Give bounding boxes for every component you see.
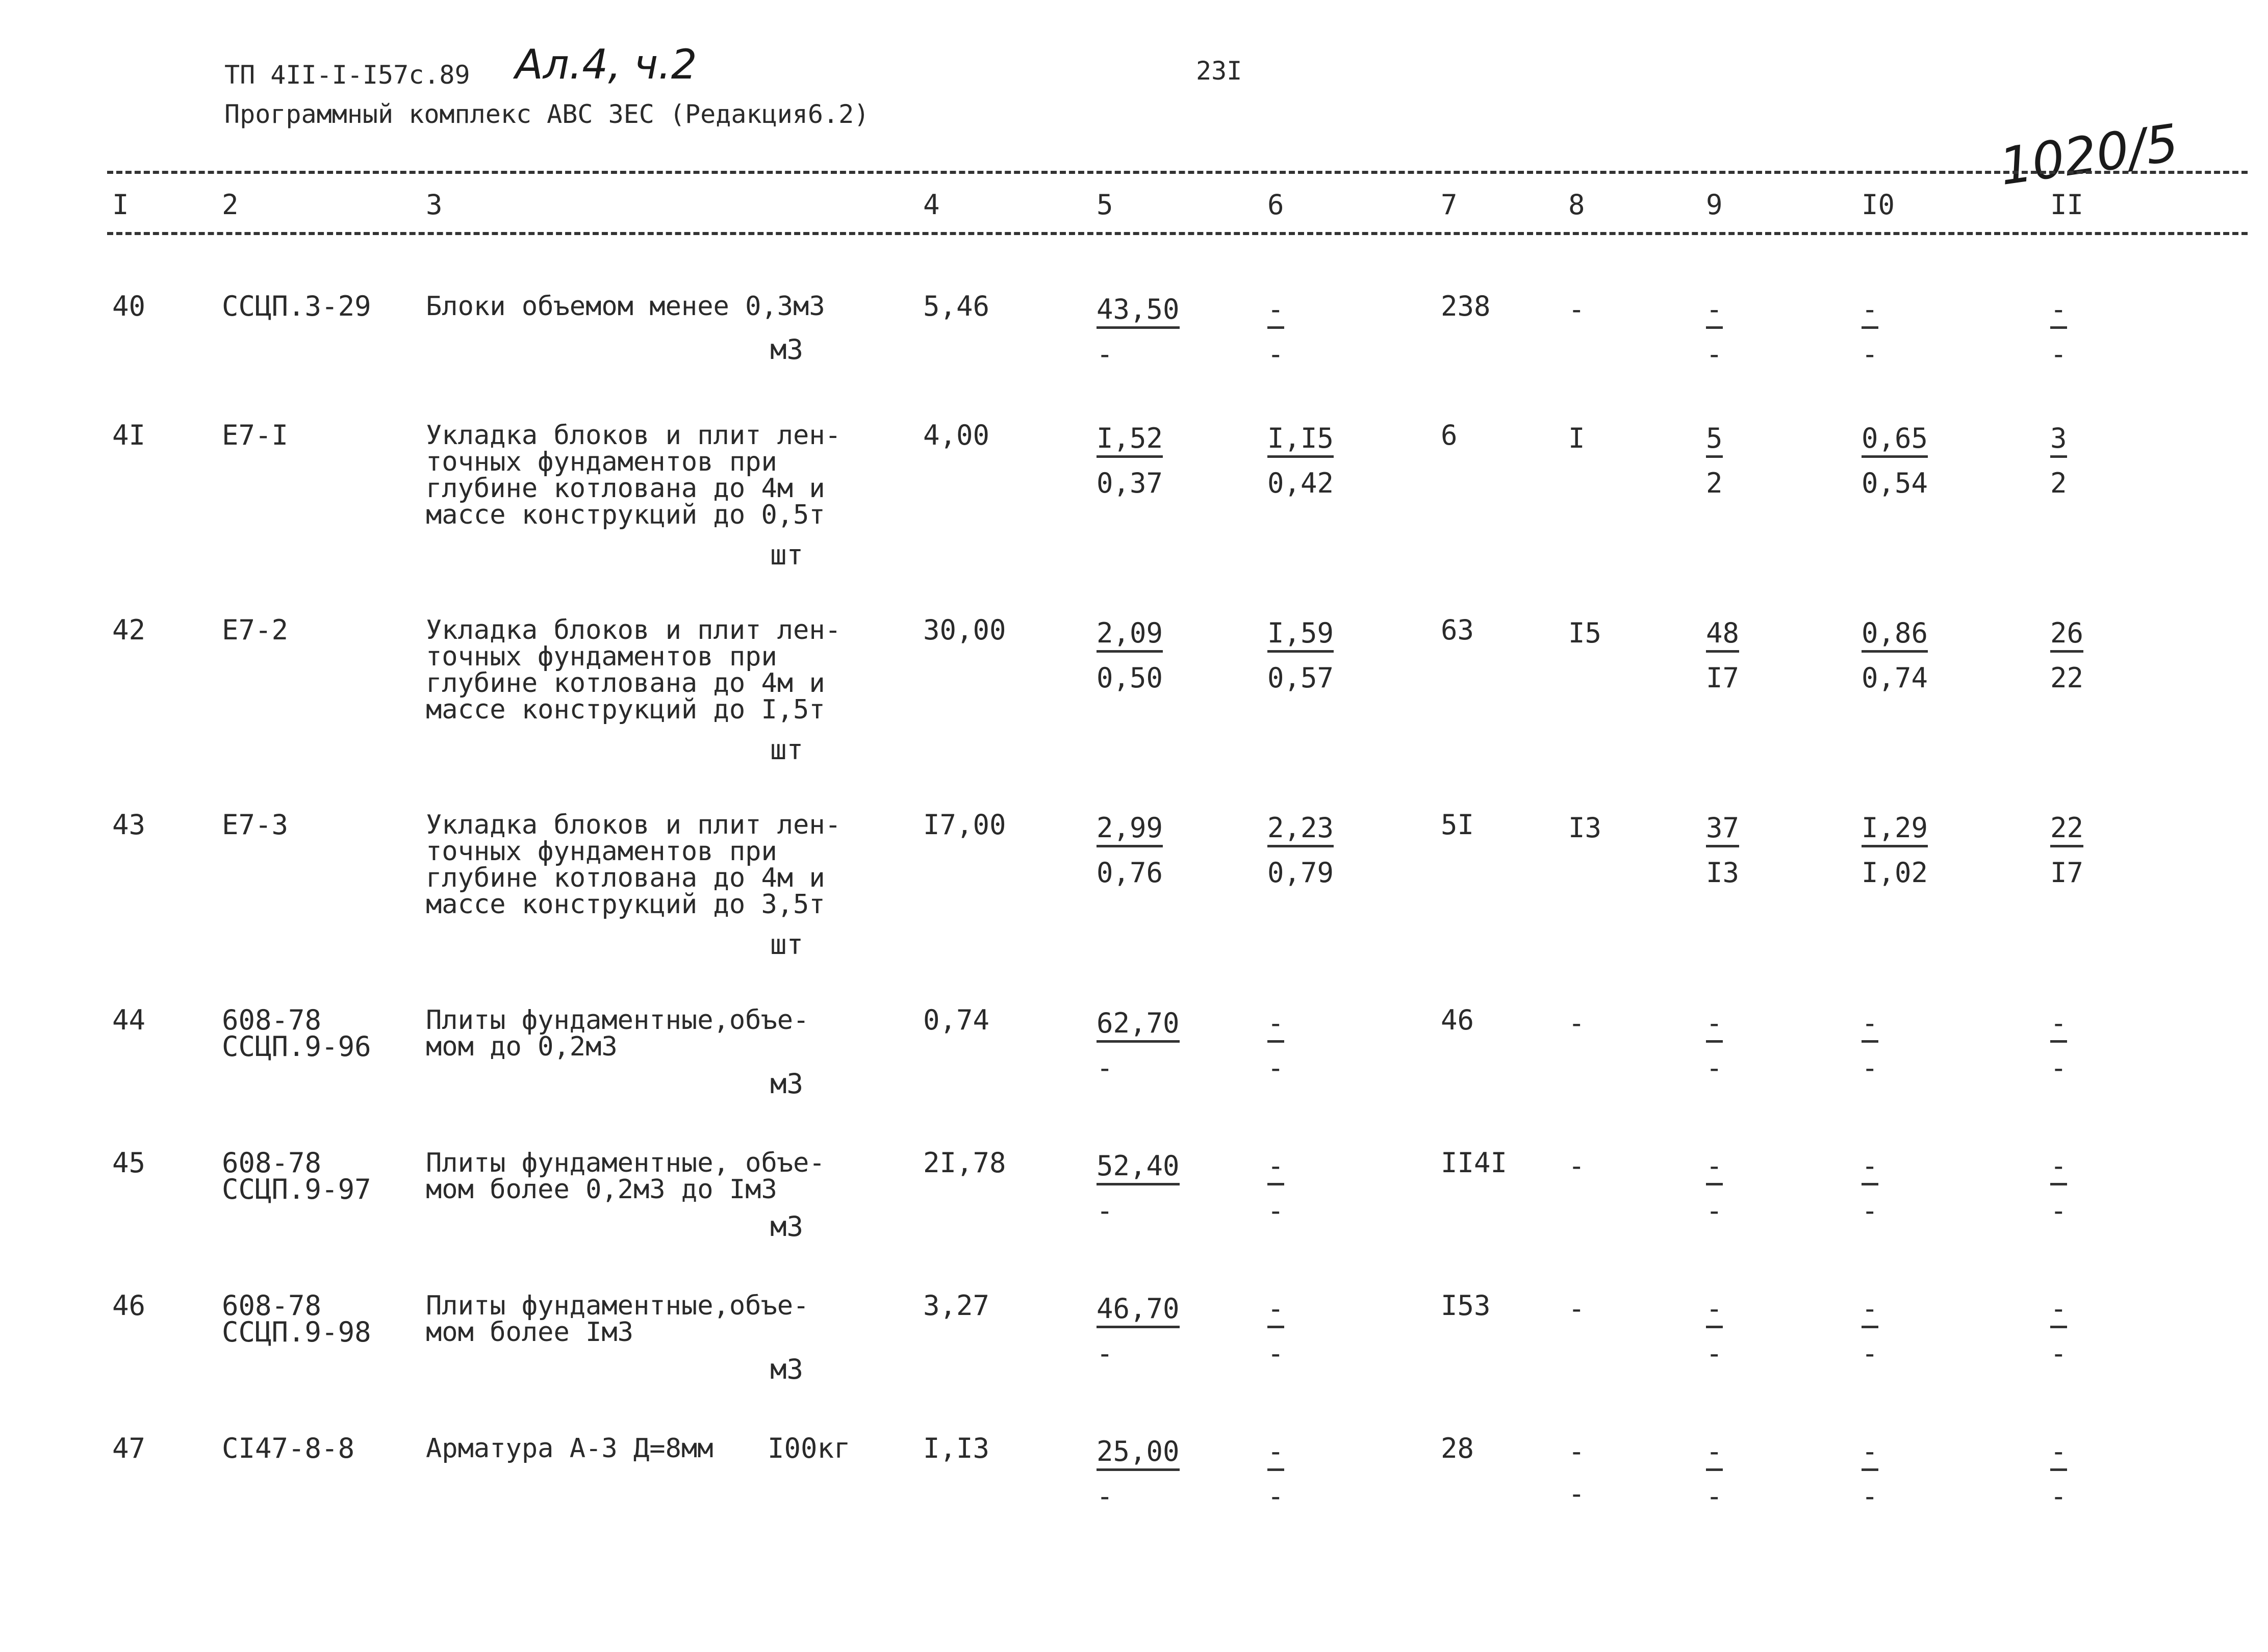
- row-number: 45: [112, 1147, 146, 1179]
- col8-fraction: [1568, 293, 1585, 335]
- col5-fraction-denominator: 0,76: [1097, 857, 1163, 889]
- column-header-4: 4: [923, 189, 940, 221]
- row-number: 43: [112, 809, 146, 841]
- col5-fraction-numerator: I,52: [1097, 422, 1163, 458]
- estimate-code: СI47-8-8: [222, 1432, 355, 1464]
- column-header-8: 8: [1568, 189, 1585, 221]
- col8-fraction-numerator: -: [1568, 1007, 1585, 1039]
- col11-fraction-denominator: 2: [2050, 467, 2067, 499]
- col9-fraction-denominator: -: [1706, 1195, 1723, 1227]
- unit-of-measure: м3: [770, 333, 804, 366]
- col8-fraction: [1568, 1150, 1585, 1192]
- unit-of-measure: м3: [770, 1353, 804, 1385]
- col5-fraction-numerator: 52,40: [1097, 1150, 1180, 1185]
- column-header-11: II: [2050, 189, 2084, 221]
- col6-fraction: [1267, 1293, 1284, 1370]
- col11-fraction-numerator: -: [2050, 1007, 2067, 1043]
- row-number: 40: [112, 290, 146, 322]
- col5-fraction-denominator: -: [1097, 1337, 1113, 1370]
- col5-fraction: [1097, 1007, 1180, 1084]
- col10-fraction: [1862, 1150, 1878, 1227]
- col6-fraction-numerator: -: [1267, 1150, 1284, 1185]
- col10-fraction: [1862, 1435, 1878, 1512]
- col8-fraction-numerator: I: [1568, 422, 1585, 454]
- col6-fraction: [1267, 422, 1334, 499]
- col9-fraction-denominator: -: [1706, 1337, 1723, 1370]
- software-caption: Программный комплекс АВС 3ЕС (Редакция6.2): [224, 99, 870, 129]
- col9-fraction-denominator: I7: [1706, 662, 1740, 694]
- col10-fraction: [1862, 422, 1928, 499]
- col8-fraction: [1568, 812, 1601, 854]
- col11-fraction-denominator: -: [2050, 1480, 2067, 1512]
- quantity: 3,27: [923, 1289, 990, 1322]
- col8-fraction: [1568, 422, 1585, 464]
- col11-fraction: [2050, 422, 2067, 499]
- estimate-code: ССЦП.3-29: [222, 290, 371, 322]
- unit-of-measure: шт: [770, 539, 804, 571]
- col7-value: 63: [1441, 614, 1474, 646]
- col8-fraction-numerator: -: [1568, 1150, 1585, 1182]
- quantity: 4,00: [923, 419, 990, 451]
- work-description: Блоки объемом менее 0,3м3: [426, 291, 825, 322]
- col5-fraction: [1097, 422, 1163, 499]
- col5-fraction-numerator: 62,70: [1097, 1007, 1180, 1043]
- col7-value: 5I: [1441, 809, 1474, 841]
- col10-fraction-numerator: -: [1862, 1007, 1878, 1043]
- col8-fraction-numerator: -: [1568, 293, 1585, 325]
- col10-fraction: [1862, 617, 1928, 694]
- col5-fraction: [1097, 812, 1163, 889]
- col8-fraction-numerator: I3: [1568, 812, 1602, 844]
- col6-fraction-denominator: -: [1267, 1195, 1284, 1227]
- col6-fraction: [1267, 1007, 1284, 1084]
- estimate-code: 608-78 ССЦП.9-96: [222, 1004, 371, 1063]
- work-description: Арматура А-3 Д=8мм: [426, 1433, 713, 1464]
- col11-fraction: [2050, 1293, 2067, 1370]
- col11-fraction-denominator: -: [2050, 1195, 2067, 1227]
- col5-fraction-denominator: -: [1097, 1052, 1113, 1084]
- col10-fraction-denominator: I,02: [1862, 857, 1928, 889]
- col11-fraction-numerator: 26: [2050, 617, 2083, 653]
- col10-fraction-numerator: -: [1862, 1435, 1878, 1471]
- col10-fraction-numerator: -: [1862, 1150, 1878, 1185]
- col5-fraction: [1097, 1150, 1180, 1227]
- quantity: 30,00: [923, 614, 1006, 646]
- work-description: Плиты фундаментные, объе- мом более 0,2м3 до Iм3: [426, 1148, 825, 1205]
- estimate-code: Е7-I: [222, 419, 289, 451]
- col11-fraction-numerator: 3: [2050, 422, 2067, 458]
- col9-fraction: [1706, 1435, 1723, 1512]
- col5-fraction: [1097, 293, 1180, 370]
- col9-fraction: [1706, 1007, 1723, 1084]
- col6-fraction-denominator: -: [1267, 338, 1284, 370]
- col5-fraction-numerator: 43,50: [1097, 293, 1180, 329]
- col6-fraction-numerator: 2,23: [1267, 812, 1334, 847]
- col6-fraction: [1267, 1150, 1284, 1227]
- col7-value: I53: [1441, 1289, 1491, 1322]
- column-header-5: 5: [1097, 189, 1113, 221]
- column-header-7: 7: [1441, 189, 1458, 221]
- work-description: Укладка блоков и плит лен- точных фундаментов при глубине котлована до 4м и массе конструкций до I,5т: [426, 615, 841, 725]
- col10-fraction: [1862, 1007, 1878, 1084]
- unit-of-measure: м3: [770, 1210, 804, 1243]
- header-rule-bottom: [107, 232, 2248, 235]
- col5-fraction-denominator: -: [1097, 338, 1113, 370]
- col9-fraction-numerator: -: [1706, 293, 1723, 329]
- col6-fraction-numerator: I,I5: [1267, 422, 1334, 458]
- col11-fraction: [2050, 617, 2083, 694]
- col5-fraction-denominator: -: [1097, 1480, 1113, 1512]
- col11-fraction-denominator: -: [2050, 1052, 2067, 1084]
- col9-fraction-denominator: -: [1706, 338, 1723, 370]
- unit-of-measure: шт: [770, 734, 804, 766]
- col9-fraction-numerator: -: [1706, 1150, 1723, 1185]
- col11-fraction-denominator: I7: [2050, 857, 2084, 889]
- col9-fraction-numerator: -: [1706, 1435, 1723, 1471]
- col5-fraction: [1097, 617, 1163, 694]
- col6-fraction-denominator: 0,79: [1267, 857, 1334, 889]
- col6-fraction: [1267, 293, 1284, 370]
- col8-fraction: [1568, 617, 1601, 659]
- col11-fraction-numerator: -: [2050, 1150, 2067, 1185]
- col9-fraction-numerator: 37: [1706, 812, 1739, 847]
- col10-fraction: [1862, 812, 1928, 889]
- col5-fraction-numerator: 25,00: [1097, 1435, 1180, 1471]
- col9-fraction-denominator: I3: [1706, 857, 1740, 889]
- unit-of-measure: м3: [770, 1068, 804, 1100]
- header-rule-top: [107, 171, 2248, 174]
- col11-fraction-numerator: -: [2050, 293, 2067, 329]
- col7-value: 28: [1441, 1432, 1474, 1464]
- col8-fraction-numerator: I5: [1568, 617, 1602, 649]
- col7-value: 238: [1441, 290, 1491, 322]
- col6-fraction-numerator: -: [1267, 1293, 1284, 1328]
- col9-fraction-numerator: 48: [1706, 617, 1739, 653]
- column-header-3: 3: [426, 189, 443, 221]
- col9-fraction-denominator: -: [1706, 1480, 1723, 1512]
- col11-fraction: [2050, 812, 2083, 889]
- quantity: I7,00: [923, 809, 1006, 841]
- col11-fraction-denominator: -: [2050, 1337, 2067, 1370]
- estimate-code: 608-78 ССЦП.9-97: [222, 1147, 371, 1205]
- col9-fraction-numerator: -: [1706, 1293, 1723, 1328]
- handwritten-sheet-mark: 1020/5: [1996, 113, 2182, 197]
- col6-fraction-denominator: -: [1267, 1480, 1284, 1512]
- col9-fraction-numerator: -: [1706, 1007, 1723, 1043]
- unit-of-measure: I00кг: [768, 1432, 851, 1464]
- col6-fraction-denominator: -: [1267, 1337, 1284, 1370]
- column-header-6: 6: [1267, 189, 1284, 221]
- col6-fraction-numerator: -: [1267, 1435, 1284, 1471]
- document-code: ТП 4II-I-I57с.89: [224, 60, 470, 90]
- col5-fraction-numerator: 2,09: [1097, 617, 1163, 653]
- col6-fraction-denominator: -: [1267, 1052, 1284, 1084]
- row-number: 44: [112, 1004, 146, 1036]
- col9-fraction-numerator: 5: [1706, 422, 1723, 458]
- col10-fraction-numerator: -: [1862, 293, 1878, 329]
- col11-fraction: [2050, 1007, 2067, 1084]
- col7-value: II4I: [1441, 1147, 1508, 1179]
- col9-fraction-denominator: -: [1706, 1052, 1723, 1084]
- work-description: Плиты фундаментные,объе- мом более Iм3: [426, 1290, 809, 1348]
- handwritten-album-note: Ал.4, ч.2: [515, 41, 697, 88]
- row-number: 47: [112, 1432, 146, 1464]
- col9-fraction: [1706, 617, 1739, 694]
- col6-fraction: [1267, 617, 1334, 694]
- estimate-code: 608-78 ССЦП.9-98: [222, 1289, 371, 1348]
- col5-fraction: [1097, 1435, 1180, 1512]
- col11-fraction-numerator: -: [2050, 1435, 2067, 1471]
- col10-fraction-numerator: 0,86: [1862, 617, 1928, 653]
- quantity: 0,74: [923, 1004, 990, 1036]
- col5-fraction-denominator: 0,37: [1097, 467, 1163, 499]
- col10-fraction-numerator: 0,65: [1862, 422, 1928, 458]
- col6-fraction: [1267, 812, 1334, 889]
- col11-fraction: [2050, 1435, 2067, 1512]
- col11-fraction: [2050, 293, 2067, 370]
- col8-fraction-numerator: -: [1568, 1435, 1585, 1467]
- col11-fraction-denominator: 22: [2050, 662, 2084, 694]
- col10-fraction-denominator: -: [1862, 338, 1878, 370]
- row-number: 46: [112, 1289, 146, 1322]
- col9-fraction: [1706, 1293, 1723, 1370]
- row-number: 42: [112, 614, 146, 646]
- col10-fraction-denominator: -: [1862, 1337, 1878, 1370]
- quantity: 5,46: [923, 290, 990, 322]
- work-description: Плиты фундаментные,объе- мом до 0,2м3: [426, 1005, 809, 1062]
- col7-value: 46: [1441, 1004, 1474, 1036]
- col10-fraction: [1862, 1293, 1878, 1370]
- col5-fraction-denominator: 0,50: [1097, 662, 1163, 694]
- col6-fraction-numerator: -: [1267, 293, 1284, 329]
- col10-fraction-numerator: -: [1862, 1293, 1878, 1328]
- quantity: I,I3: [923, 1432, 990, 1464]
- col8-fraction: [1568, 1293, 1585, 1335]
- col9-fraction: [1706, 293, 1723, 370]
- col5-fraction-denominator: -: [1097, 1195, 1113, 1227]
- col8-fraction-denominator: -: [1568, 1478, 1585, 1510]
- column-header-10: I0: [1862, 189, 1895, 221]
- col10-fraction-denominator: -: [1862, 1195, 1878, 1227]
- page-number: 23I: [1196, 56, 1242, 86]
- estimate-code: Е7-2: [222, 614, 289, 646]
- row-number: 4I: [112, 419, 146, 451]
- col11-fraction-denominator: -: [2050, 338, 2067, 370]
- col6-fraction-denominator: 0,42: [1267, 467, 1334, 499]
- col9-fraction: [1706, 812, 1739, 889]
- work-description: Укладка блоков и плит лен- точных фундаментов при глубине котлована до 4м и массе конструкций до 0,5т: [426, 420, 841, 530]
- col6-fraction-numerator: I,59: [1267, 617, 1334, 653]
- column-header-9: 9: [1706, 189, 1723, 221]
- col5-fraction: [1097, 1293, 1180, 1370]
- col10-fraction-numerator: I,29: [1862, 812, 1928, 847]
- col5-fraction-numerator: 2,99: [1097, 812, 1163, 847]
- col9-fraction-denominator: 2: [1706, 467, 1723, 499]
- col8-fraction: [1568, 1007, 1585, 1049]
- col10-fraction: [1862, 293, 1878, 370]
- work-description: Укладка блоков и плит лен- точных фундаментов при глубине котлована до 4м и массе конструкций до 3,5т: [426, 810, 841, 920]
- col6-fraction: [1267, 1435, 1284, 1512]
- col8-fraction: [1568, 1435, 1585, 1510]
- estimate-code: Е7-3: [222, 809, 289, 841]
- col10-fraction-denominator: 0,54: [1862, 467, 1928, 499]
- col8-fraction-numerator: -: [1568, 1293, 1585, 1325]
- col9-fraction: [1706, 422, 1723, 499]
- col10-fraction-denominator: 0,74: [1862, 662, 1928, 694]
- col5-fraction-numerator: 46,70: [1097, 1293, 1180, 1328]
- unit-of-measure: шт: [770, 928, 804, 961]
- col6-fraction-numerator: -: [1267, 1007, 1284, 1043]
- quantity: 2I,78: [923, 1147, 1006, 1179]
- column-header-2: 2: [222, 189, 239, 221]
- col6-fraction-denominator: 0,57: [1267, 662, 1334, 694]
- col11-fraction-numerator: -: [2050, 1293, 2067, 1328]
- col9-fraction: [1706, 1150, 1723, 1227]
- column-header-1: I: [112, 189, 129, 221]
- col10-fraction-denominator: -: [1862, 1480, 1878, 1512]
- col10-fraction-denominator: -: [1862, 1052, 1878, 1084]
- col11-fraction: [2050, 1150, 2067, 1227]
- col7-value: 6: [1441, 419, 1458, 451]
- col11-fraction-numerator: 22: [2050, 812, 2083, 847]
